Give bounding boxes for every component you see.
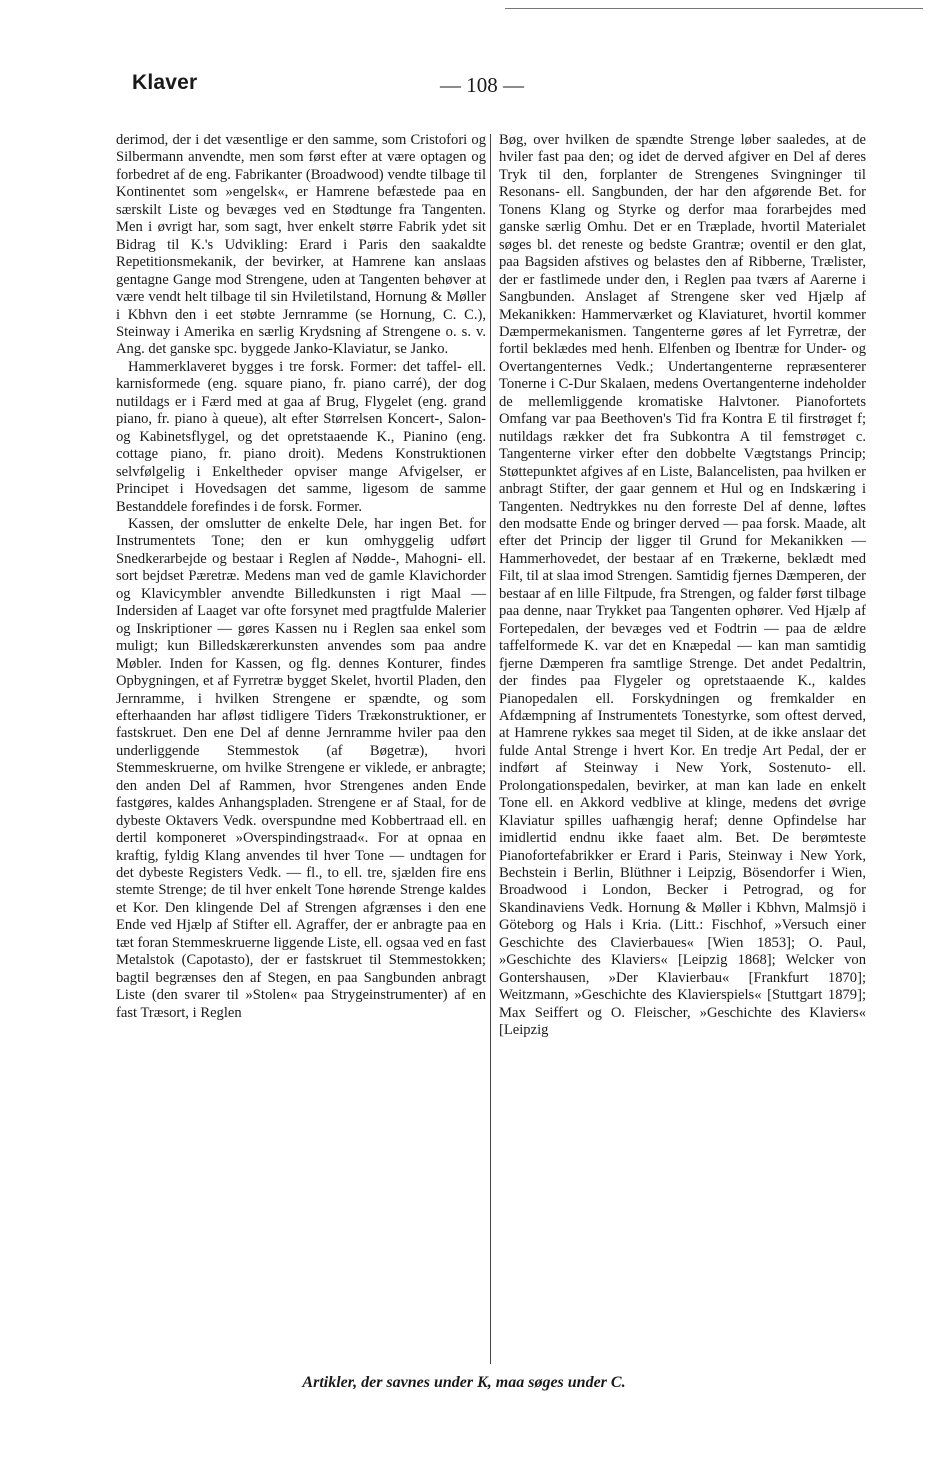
right-column: [499, 132, 866, 1040]
paragraph: Bøg, over hvilken de spændte Strenge løber saaledes, at de hviler fast paa den; og idet de derved afgiver en Del af deres Tryk til den, forplanter de Strengenes Svingninger til Resonans- ell. Sangbunden, der har den afgørende Bet. for Tonens Klang og Styrke og derfor maa forarbejdes med ganske særlig Omhu. Det er en Træplade, hvortil Materialet søges bl. det reneste og bedste Grantræ; oventil er den glat, paa Bagsiden afstives og belastes den af Ribberne, Trælister, der er fastlimede under den, i Reglen paa tværs af Aarerne i Sangbunden. Anslaget af Strengene sker ved Hjælp af Mekanikken: Hammerværket og Klaviaturet, hvortil kommer Dæmpermekanismen. Tangenterne gøres af let Fyrretræ, der fortil beklædes med henh. Elfenben og Ibentræ for Under- og Overtangenternes Vedk.; Undertangenterne repræsenterer Tonerne i C-Dur Skalaen, medens Overtangenterne indeholder de mellemliggende kromatiske Halvtoner. Pianofortets Omfang var paa Beethoven's Tid fra Kontra E til firstrøget f; nutildags rækker det fra Subkontra A til femstrøget c. Tangenterne virker efter den dobbelte Vægtstangs Princip; Støttepunktet afgives af en Liste, Balancelisten, paa hvilken er anbragt Stifter, der gaar gennem et Hul og en Indskæring i Tangenten. Nedtrykkes nu den forreste Del af denne, løftes den modsatte Ende og bringer derved — paa forsk. Maade, alt efter det Princip der ligger til Grund for Mekanikken — Hammerhovedet, der bestaar af en Trækerne, beklædt med Filt, til at slaa imod Strengen. Samtidig fjernes Dæmperen, der bestaar af en lille Filtpude, fra Strengen, og falder først tilbage paa denne, naar Trykket paa Tangenten ophører. Ved Hjælp af Fortepedalen, der bevæges ved et Fodtrin — paa de ældre taffelformede K. var det en Knæpedal — kan man samtidig fjerne Dæmperen fra samtlige Strenge. Det andet Pedaltrin, der findes paa Flygeler og opretstaaende K., kaldes Pianopedalen ell. Forskydningen og fremkalder en Afdæmpning af Instrumentets Tonestyrke, som oftest derved, at Hamrene rykkes saa meget til Siden, at de ikke anslaar det fulde Antal Strenge i hvert Kor. En tredje Art Pedal, der er indført af Steinway i New York, Sostenuto- ell. Prolongationspedalen, bevirker, at man kan lade en enkelt Tone ell. en Akkord vedblive at klinge, medens det øvrige Klaviatur spilles uafhængig heraf; denne Opfindelse har imidlertid endnu ikke faaet alm. Bet. De berømteste Pianofortefabrikker er Erard i Paris, Steinway i New York, Bechstein i Berlin, Blüthner i Leipzig, Bösendorfer i Wien, Broadwood i London, Becker i Petrograd, og for Skandinaviens Vedk. Hornung & Møller i Kbhvn, Malmsjö i Göteborg og Hals i Kria. (Litt.: Fischhof, »Versuch einer Geschichte des Clavierbaues« [Wien 1853]; O. Paul, »Geschichte des Klaviers« [Leipzig 1868]; Welcker von Gontershausen, »Der Klavierbau« [Frankfurt 1870]; Weitzmann, »Geschichte des Klavierspiels« [Stuttgart 1879]; Max Seiffert og O. Fleischer, »Geschichte des Klaviers« [Leipzig: [499, 132, 866, 1039]
column-divider: [490, 134, 491, 1364]
left-column: [116, 132, 486, 1022]
paragraph: Hammerklaveret bygges i tre forsk. Former: det taffel- ell. karnisformede (eng. square piano, fr. piano carré), der dog nutildags er i Færd med at gaa af Brug, Flygelet (eng. grand piano, fr. piano à queue), alt efter Størrelsen Koncert-, Salon- og Kabinetsflygel, og det opretstaaende K., Pianino (eng. cottage piano, fr. piano droit). Medens Konstruktionen selvfølgelig i Enkeltheder opviser mange Afvigelser, er Principet i Hovedsagen det samme, ligesom de samme Bestanddele forefindes i de forsk. Former.: [116, 358, 486, 515]
paragraph: derimod, der i det væsentlige er den samme, som Cristofori og Silbermann anvendte, men som først efter at være optagen og forbedret af de eng. Fabrikanter (Broadwood) vendte tilbage til Kontinentet som »engelsk«, er Hamrene befæstede paa en særskilt Liste og bevæges ved en Stødtunge fra Tangenten. Men i øvrigt har, som sagt, hver enkelt større Fabrik ydet sit Bidrag til K.'s Udvikling: Erard i Paris den saakaldte Repetitionsmekanik, der bevirker, at Hamrene kan anslaas gentagne Gange mod Strengene, uden at Tangenten behøver at være vendt helt tilbage til sin Hviletilstand, Hornung & Møller i Kbhvn den i eet støbte Jernramme (se Hornung, C. C.), Steinway i Amerika en særlig Krydsning af Strengene o. s. v. Ang. det ganske spc. byggede Janko-Klaviatur, se Janko.: [116, 132, 486, 358]
paragraph: Kassen, der omslutter de enkelte Dele, har ingen Bet. for Instrumentets Tone; den er kun omhyggelig udført Snedkerarbejde og bestaar i Reglen af Nødde-, Mahogni- ell. sort bejdset Pæretræ. Medens man ved de gamle Klavichorder og Klavicymbler anvendte Billedkunsten i rigt Maal — Indersiden af Laaget var ofte forsynet med pragtfulde Malerier og Inskriptioner — gøres Kassen nu i Reglen saa enkel som muligt; kun Billedskærerkunsten anvendes som paa andre Møbler. Inden for Kassen, og flg. dennes Konturer, findes Opbygningen, et af Fyrretræ bygget Skelet, hvortil Pladen, den Jernramme, i hvilken Strengene er spændte, og som efterhaanden har afløst tidligere Tiders Trækonstruktioner, er fastskruet. Den ene Del af denne Jernramme hviler paa den underliggende Stemmestok (af Bøgetræ), hvori Stemmeskruerne, om hvilke Strengene er viklede, er anbragte; den anden Del af Rammen, hvor Strengenes anden Ende fastgøres, kaldes Anhangspladen. Strengene er af Staal, for de dybeste Oktavers Vedk. overspundne med Kobbertraad ell. en dertil komponeret »Overspindingstraad«. For at opnaa en kraftig, fyldig Klang anvendes til hver Tone — undtagen for det dybeste Registers Vedk. — fl., to ell. tre, sjælden fire ens stemte Strenge; de til hver enkelt Tone hørende Strenge kaldes et Kor. Den klingende Del af Strengen afgrænses i den ene Ende ved Hjælp af Stifter ell. Agraffer, der er anbragte paa en tæt foran Stemmeskruerne liggende Liste, ell. ogsaa ved en fast Metalstok (Capotasto), der er fastskruet til Stemmestokken; bagtil begrænses den af Stegen, en paa Sangbunden anbragt Liste (den svarer til »Stolen« paa Strygeinstrumenter) af en fast Træsort, i Reglen: [116, 515, 487, 1021]
running-title: Klaver: [132, 71, 198, 94]
top-rule: [505, 8, 923, 9]
footer-note: Artikler, der savnes under K, maa søges under C.: [302, 1374, 626, 1391]
page-number: — 108 —: [440, 73, 524, 97]
